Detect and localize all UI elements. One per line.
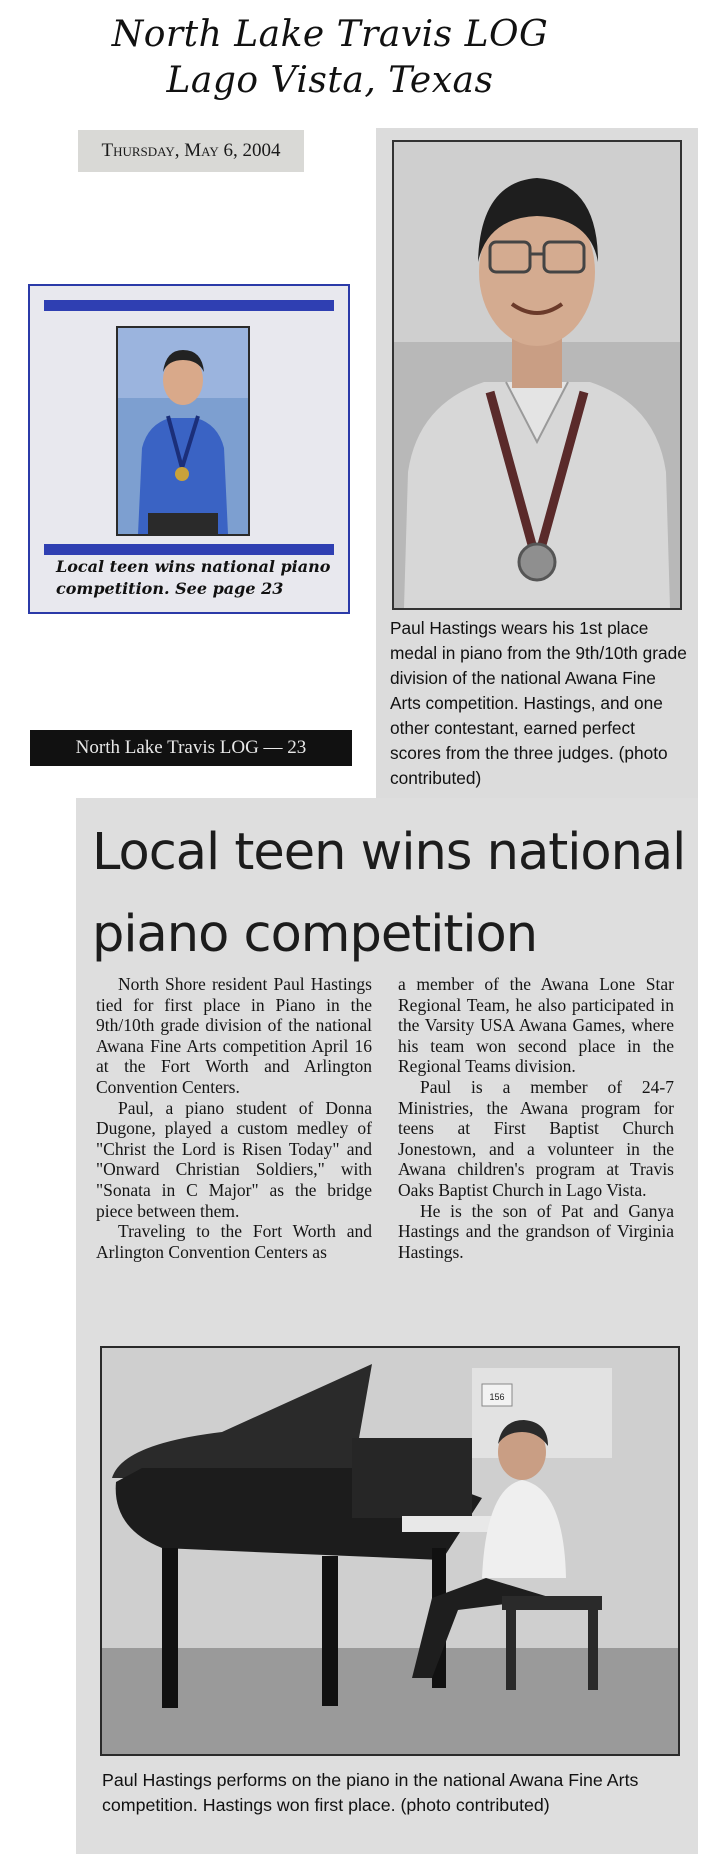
- article-paragraph-continued: a member of the Awana Lone Star Regional Team, he also participated in the Varsity USA Awana Games, where his team won second place in the Regional Teams division.: [398, 974, 674, 1077]
- portrait-caption: Paul Hastings wears his 1st place medal in piano from the 9th/10th grade division of the national Awana Fine Arts competition. Hastings, and one other contestant, earned perfect scores from the three judges. (photo contributed): [390, 618, 687, 788]
- front-page-teaser: [28, 284, 350, 614]
- piano-photo-illustration: [102, 1348, 678, 1754]
- teaser-bottom-band: [44, 544, 334, 555]
- teaser-top-band: [44, 300, 334, 311]
- article-paragraph: He is the son of Pat and Ganya Hastings and the grandson of Virginia Hastings.: [398, 1200, 674, 1262]
- article-column-left: [96, 974, 372, 1262]
- header-location: Lago Vista, Texas: [166, 60, 494, 101]
- teaser-photo: [116, 326, 250, 536]
- article-clipping: [76, 798, 698, 1854]
- teen-medal-photo-small: [118, 328, 248, 534]
- teen-medal-portrait: [394, 142, 680, 608]
- piano-performance-photo: [100, 1346, 680, 1756]
- room-sign-number: 156: [489, 1392, 505, 1402]
- piano-photo-caption: Paul Hastings performs on the piano in the national Awana Fine Arts competition. Hastings won first place. (photo contributed): [102, 1770, 639, 1815]
- article-paragraph: Paul is a member of 24-7 Ministries, the Awana program for teens at First Baptist Church Jonestown, and a volunteer in the Awana children's program at Travis Oaks Baptist Church in Lago Vista.: [398, 1076, 674, 1200]
- dateline-clipping: [78, 130, 304, 172]
- dateline-text: Thursday, May 6, 2004: [101, 140, 281, 161]
- article-paragraph: Traveling to the Fort Worth and Arlington Convention Centers as: [96, 1221, 372, 1262]
- page-banner: [30, 730, 352, 766]
- portrait-photo: [392, 140, 682, 610]
- header-newspaper-name: North Lake Travis LOG: [111, 14, 549, 55]
- article-headline: Local teen wins national piano competition: [92, 823, 686, 964]
- teaser-caption: Local teen wins national piano competition. See page 23: [56, 557, 331, 598]
- page-banner-text: North Lake Travis LOG — 23: [75, 737, 307, 758]
- portrait-clipping: [376, 128, 698, 798]
- article-paragraph: Paul, a piano student of Donna Dugone, played a custom medley of "Christ the Lord is Risen Today" and "Onward Christian Soldiers," with "Sonata in C Major" as the bridge piece between them.: [96, 1097, 372, 1221]
- article-column-right: [398, 974, 674, 1262]
- article-paragraph: North Shore resident Paul Hastings tied for first place in Piano in the 9th/10th grade division of the national Awana Fine Arts competition April 16 at the Fort Worth and Arlington Convention Centers.: [96, 974, 372, 1097]
